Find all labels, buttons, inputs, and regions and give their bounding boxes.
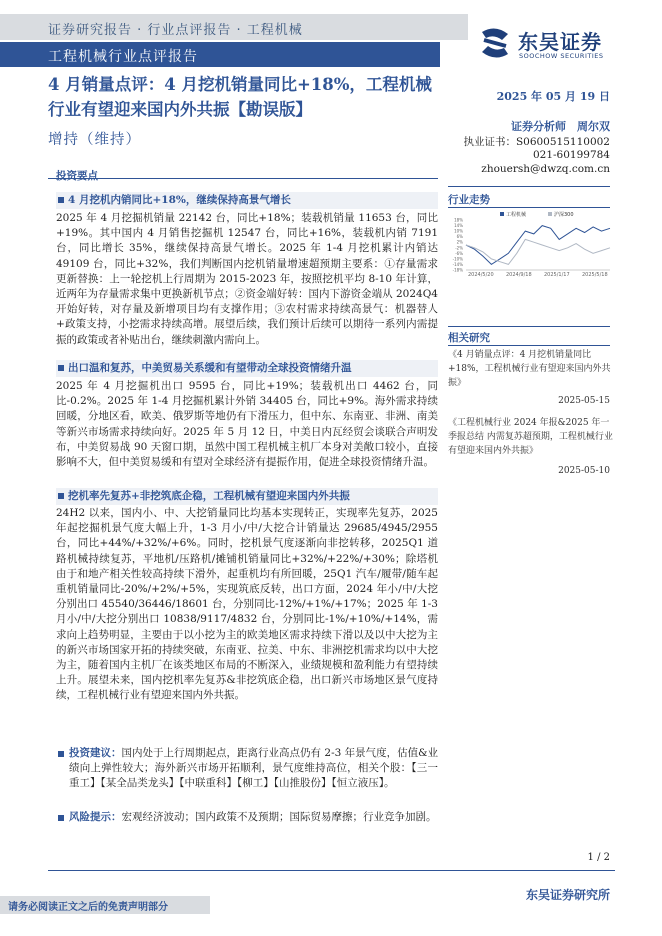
related-item-1[interactable]: 《4 月销量点评：4 月挖机销量同比+18%，工程机械行业有望迎来国内外共振》 [448, 350, 611, 388]
legend-label-hs300: 沪深300 [554, 212, 574, 218]
chart-xtick: 2025/1/17 [544, 272, 570, 278]
header-divider [48, 178, 438, 179]
logo-name-en: SOOCHOW SECURITIES [519, 52, 604, 60]
legend-swatch-industry [500, 212, 504, 216]
chart-ytick: -6% [455, 250, 463, 256]
section-1-body: 2025 年 4 月挖掘机销量 22142 台，同比+18%；装载机销量 11653 台，同比+19%。其中国内 4 月销售挖掘机 12547 台，同比+16%，装载机内销 7191 台，同比增长 35%，继续保持高景气增长。2025 年 1-4 月挖机累计内销达 49109 台，同比+32%，我们判断国内挖机销量增速超预期主要系：①存量需求更新替换：上一轮挖机上行周期为 2015-2023 年，按照挖机平均 8-10 年计算，近两年为存量需求集中更换新机节点；②资金端好转：国内下游资金端从 2024Q4 开始好转，对存量及新增项目均有支撑作用；③农村需求持续高景气：机器替人+政策支持，小挖需求持续高增。展望后续，我们预计后续可以期待一系列内需提振的政策或者补贴出台，继续刺激内需向上。 [56, 212, 438, 346]
chart-y-axis [453, 218, 610, 273]
footer-divider [48, 870, 615, 871]
chart-xtick: 2024/9/18 [506, 272, 532, 278]
section-1-heading: 4 月挖机内销同比+18%，继续保持高景气增长 [56, 192, 438, 209]
chart-ytick: -14% [452, 261, 463, 267]
analyst-email[interactable]: zhouersh@dwzq.com.cn [481, 163, 610, 175]
report-date: 2025 年 05 月 19 日 [496, 90, 610, 103]
risk-label: 风险提示： [69, 811, 122, 823]
advice-label: 投资建议： [69, 747, 122, 759]
advice-body: 国内处于上行周期起点，距离行业高点仍有 2-3 年景气度，估值&业绩向上弹性较大；海外新兴市场开拓顺利，景气度维持高位，相关个股：【三一重工】【某全品类龙头】【中联重科】【柳工】【山推股份】【恒立液压】。 [69, 747, 438, 790]
section-3-heading: 挖机率先复苏+非挖筑底企稳，工程机械有望迎来国内外共振 [56, 488, 438, 505]
chart-xtick: 2024/5/20 [468, 272, 494, 278]
chart-ytick: 18% [454, 217, 463, 223]
company-logo [478, 26, 628, 64]
section-2-heading: 出口温和复苏，中美贸易关系缓和有望带动全球投资情绪升温 [56, 360, 438, 377]
sidebar-divider-trend [448, 207, 610, 208]
key-points-heading: 投资要点 [56, 170, 98, 182]
disclaimer-note: 请务必阅读正文之后的免责声明部分 [8, 902, 168, 913]
chart-ytick: 14% [454, 223, 463, 229]
chart-ytick: -2% [455, 245, 463, 251]
institute-name: 东吴证券研究所 [525, 888, 610, 902]
chart-ytick: -10% [452, 256, 463, 262]
section-3-body: 24H2 以来，国内小、中、大挖销量同比均基本实现转正，实现率先复苏，2025 年起挖掘机景气度大幅上升，1-3 月小/中/大挖合计销量达 29685/4945/2955 台，同比+44%/+32%/+6%。同时，挖机景气度逐渐向非挖转移，2025Q1 道路机械持续复苏，平地机/压路机/摊铺机销量同比+32%/+22%/+30%；除塔机由于和地产相关性较高持续下滑外，起重机均有所回暖，25Q1 汽车/履带/随车起重机销量同比-20%/+2%/+5%，实现筑底反转，出口方面，2024 年小/中/大挖分别出口 45540/36446/18601 台，分别同比-12%/+1%/+17%；2025 年 1-3 月小/中/大挖分别出口 10838/9117/4832 台，分别同比-1%/+10%/+14%，需求向上趋势明显，主要由于以小挖为主的欧美地区需求持续下滑以及以中大挖为主的新兴市场国家开拓的持续突破，东南亚、拉美、中东、非洲挖机需求均以中大挖为主，随着国内主机厂在该类地区布局的不断深入，业绩规模和盈利能力有望持续上升。展望未来，国内挖机率先复苏&非挖筑底企稳，出口新兴市场地区景气度持续，工程机械行业有望迎来国内外共振。 [56, 507, 438, 702]
investment-advice [56, 746, 438, 792]
sidebar-divider-related-2 [448, 345, 610, 346]
chart-xtick: 2025/5/18 [582, 272, 608, 278]
related-title: 相关研究 [448, 332, 490, 344]
sidebar-divider-top [448, 186, 610, 187]
rating: 增持（维持） [48, 132, 141, 148]
chart-ytick: -18% [452, 267, 463, 272]
legend-swatch-hs300 [548, 212, 552, 216]
chart-series-industry [466, 226, 610, 265]
analyst-cert: 执业证书：S0600515110002 [463, 136, 610, 148]
analyst-name: 证券分析师 周尔双 [511, 120, 610, 133]
related-item-1-date: 2025-05-15 [558, 396, 610, 406]
related-item-2[interactable]: 《工程机械行业 2024 年报&2025 年一季报总结 内需复苏超预期，工程机械行业有望迎来国内外共振》 [448, 418, 613, 456]
chart-ytick: 2% [456, 239, 463, 245]
risk-warning [56, 810, 438, 825]
risk-body: 宏观经济波动；国内政策不及预期；国际贸易摩擦；行业竞争加剧。 [121, 811, 437, 823]
page-number: 1 / 2 [587, 852, 610, 863]
legend-label-industry: 工程机械 [506, 212, 527, 218]
trend-title: 行业走势 [448, 194, 490, 206]
section-2-body: 2025 年 4 月挖掘机出口 9595 台，同比+19%；装载机出口 4462 台，同比-0.2%。2025 年 1-4 月挖掘机累计外销 34405 台，同比+9%。海外需求持续回暖，分地区看，欧美、俄罗斯等地仍有下滑压力，但中东、东南亚、非洲、南美等新兴市场需求持续向好。2025 年 5 月 12 日，中美日内瓦经贸会谈联合声明发布，中美贸易战 90 天窗口期，虽然中国工程机械主机厂本身对美敞口较小，直接影响不大，但中美贸易缓和有望对全球经济有提振作用，促进全球投资情绪升温。 [56, 380, 438, 469]
logo-name-cn: 东吴证券 [518, 30, 602, 54]
related-item-2-date: 2025-05-10 [558, 466, 610, 476]
chart-ytick: 6% [456, 234, 463, 240]
chart-ytick: 10% [454, 228, 463, 234]
breadcrumb: 证券研究报告 · 行业点评报告 · 工程机械 [48, 23, 303, 38]
sidebar-divider-related [448, 326, 610, 327]
analyst-phone: 021-60199784 [532, 149, 610, 161]
report-title: 4 月销量点评：4 月挖机销量同比+18%，工程机械行业有望迎来国内外共振【勘误版】 [48, 75, 432, 119]
logo-mark-icon [478, 26, 512, 60]
report-type: 工程机械行业点评报告 [48, 49, 198, 65]
industry-trend-chart [448, 210, 613, 272]
